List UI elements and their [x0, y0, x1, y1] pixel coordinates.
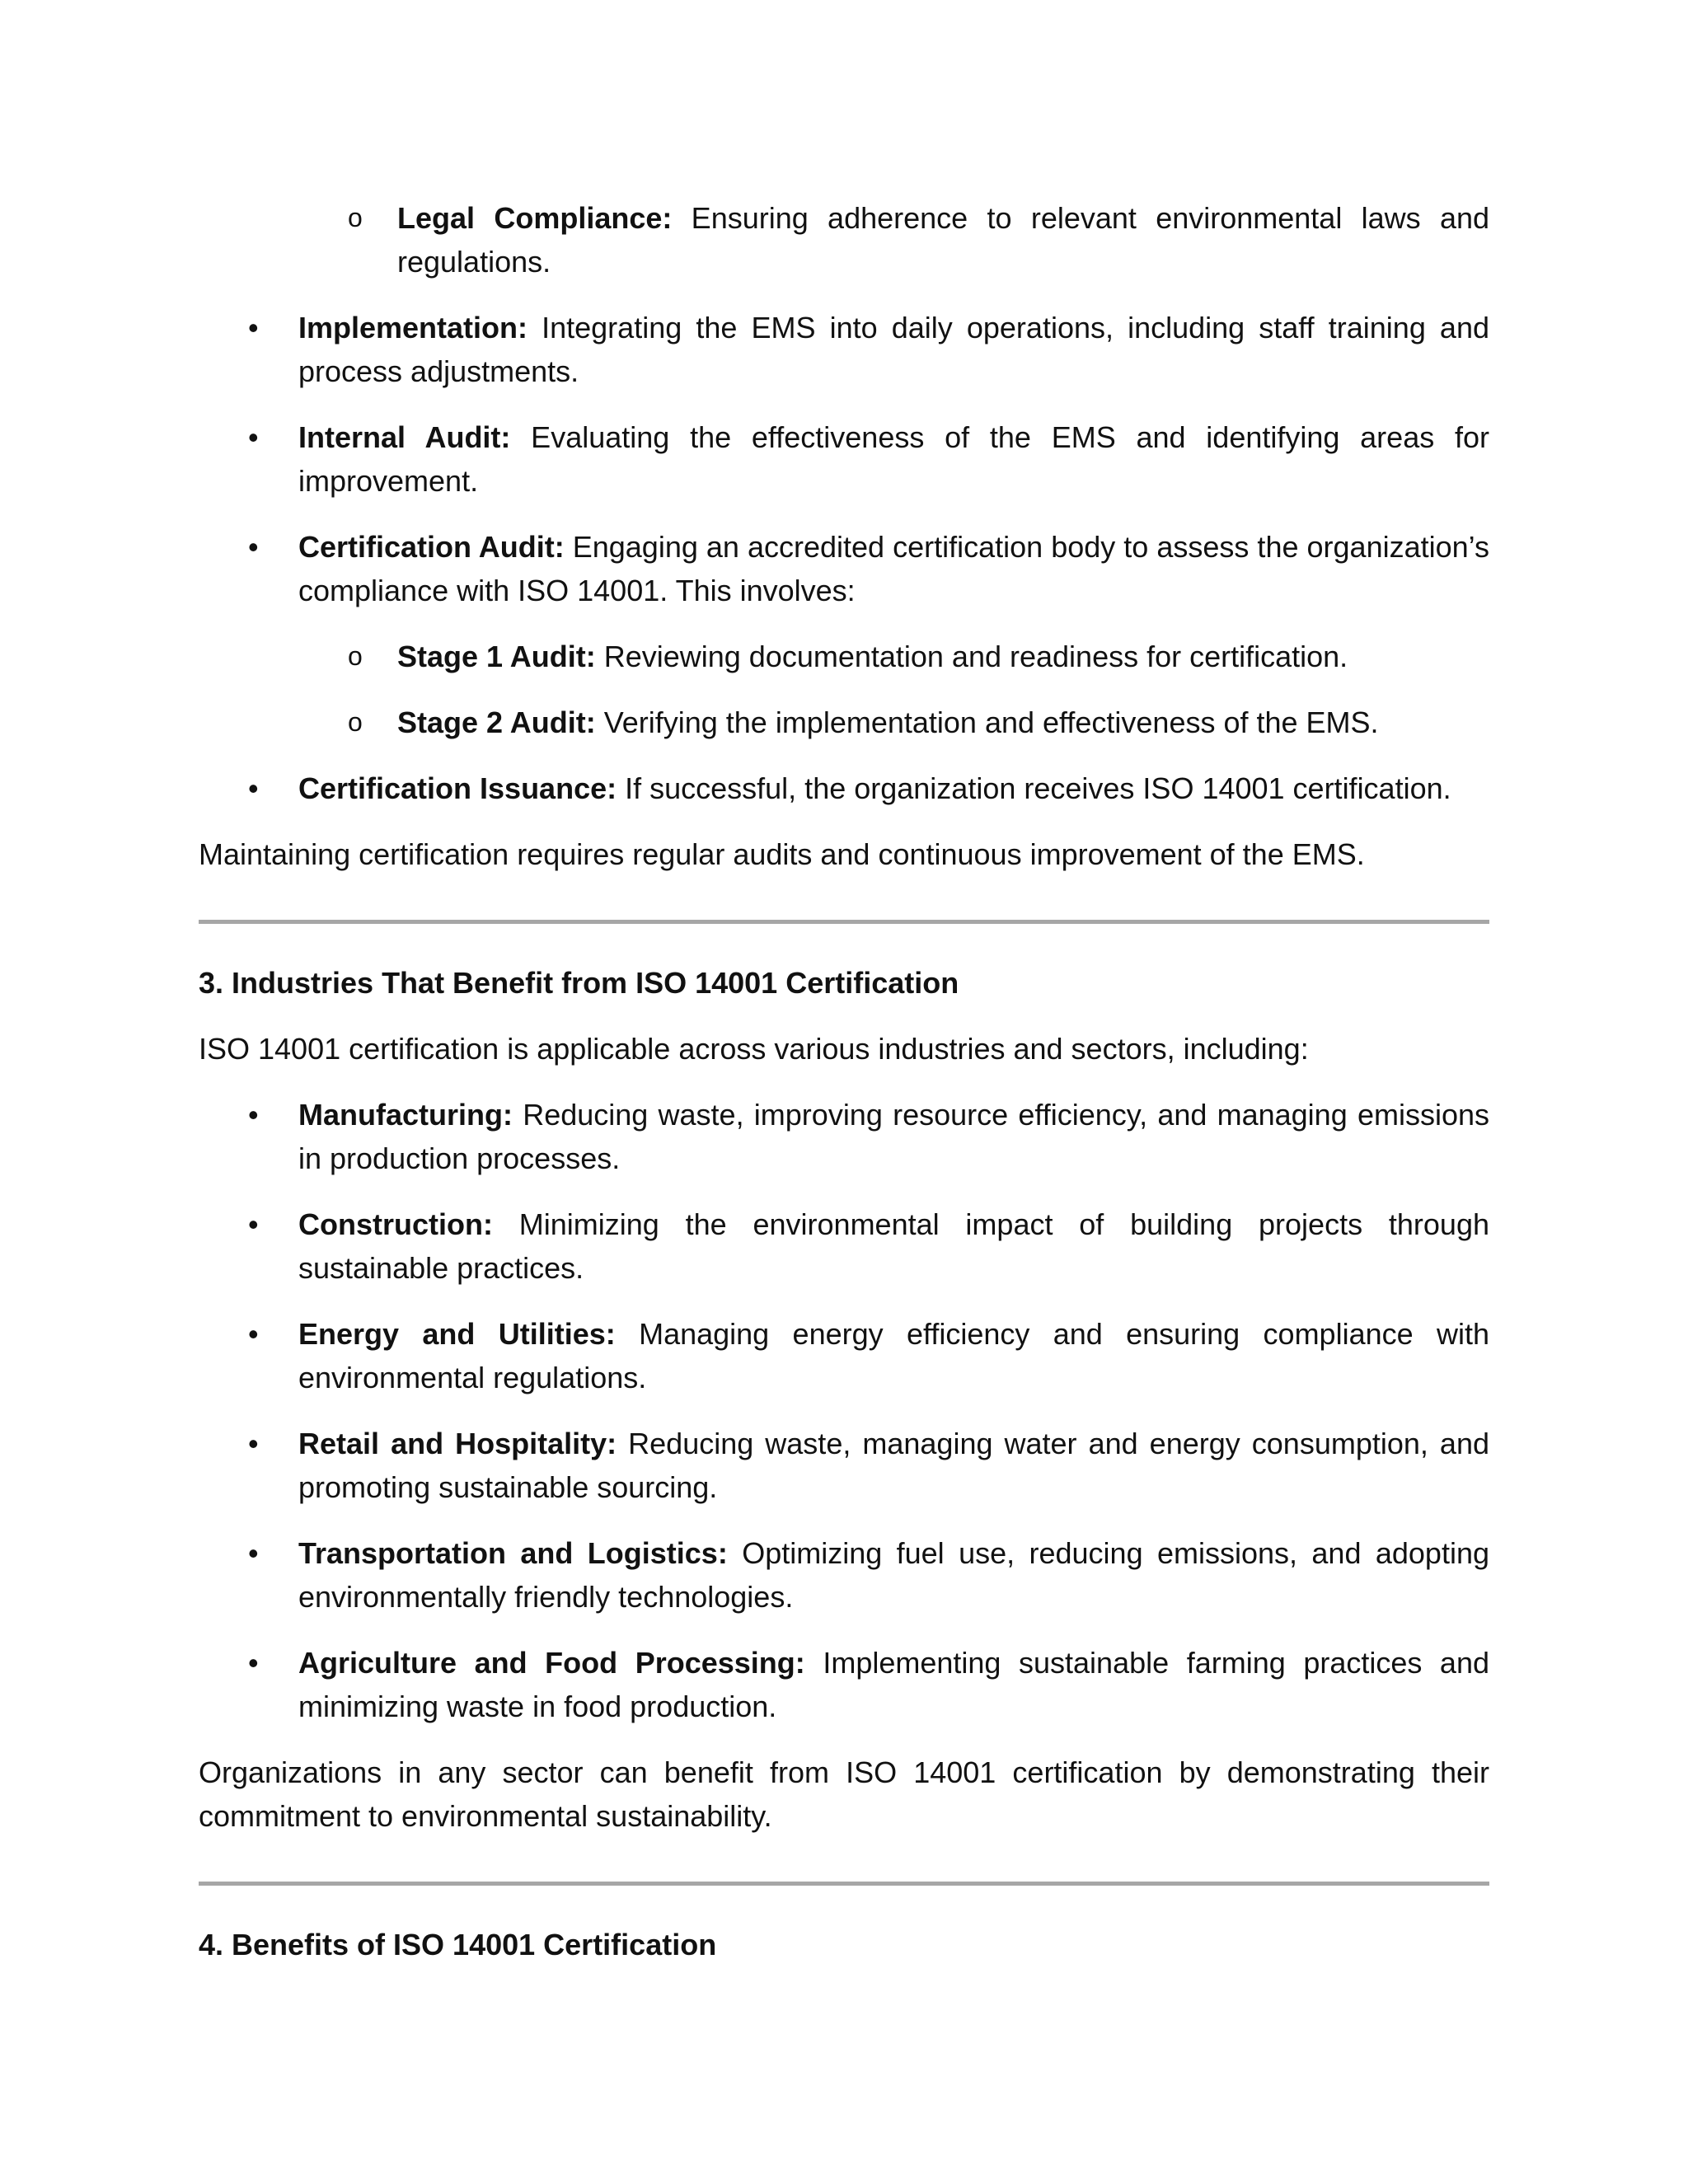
bullet-marker: • — [248, 1098, 259, 1132]
item-text: Minimizing the environmental impact of building projects through sustainable practices. — [298, 1207, 1489, 1285]
bullet-marker: • — [248, 1207, 259, 1241]
item-text: Implementing sustainable farming practices and minimizing waste in food production. — [298, 1646, 1489, 1723]
item-term: Implementation: — [298, 311, 528, 344]
list-item-retail-hospitality — [199, 1422, 1489, 1509]
item-term: Stage 2 Audit: — [397, 705, 596, 739]
item-term: Agriculture and Food Processing: — [298, 1646, 805, 1680]
item-text: Managing energy efficiency and ensuring compliance with environmental regulations. — [298, 1317, 1489, 1394]
item-term: Internal Audit: — [298, 420, 511, 454]
item-text: Optimizing fuel use, reducing emissions, and adopting environmentally friendly technologies. — [298, 1536, 1489, 1614]
list-item-energy-utilities — [199, 1312, 1489, 1399]
bullet-marker: • — [248, 530, 259, 564]
item-text: Reducing waste, managing water and energy consumption, and promoting sustainable sourcing. — [298, 1427, 1489, 1504]
maintaining-paragraph: Maintaining certification requires regular audits and continuous improvement of the EMS. — [199, 837, 1365, 871]
bullet-marker: • — [248, 1536, 259, 1570]
list-item-internal-audit — [199, 415, 1489, 503]
section-divider — [199, 1882, 1489, 1886]
sub-bullet-marker: o — [348, 641, 363, 671]
item-text: Reviewing documentation and readiness for certification. — [595, 640, 1348, 673]
item-term: Certification Issuance: — [298, 771, 617, 805]
item-term: Manufacturing: — [298, 1098, 513, 1132]
item-text: Evaluating the effectiveness of the EMS and identifying areas for improvement. — [298, 420, 1489, 498]
list-item-stage-1-audit — [199, 635, 1489, 678]
item-text: If successful, the organization receives ISO 14001 certification. — [617, 771, 1451, 805]
list-item-legal-compliance — [199, 196, 1489, 284]
section-divider — [199, 920, 1489, 924]
section-4-heading: 4. Benefits of ISO 14001 Certification — [199, 1928, 717, 1961]
list-item-implementation — [199, 306, 1489, 393]
list-item-agriculture-food — [199, 1641, 1489, 1728]
item-term: Energy and Utilities: — [298, 1317, 616, 1351]
bullet-marker: • — [248, 1427, 259, 1460]
item-text: Integrating the EMS into daily operations, including staff training and process adjustments. — [298, 311, 1489, 388]
item-term: Legal Compliance: — [397, 201, 673, 235]
list-item-certification-issuance — [199, 766, 1489, 810]
list-item-transportation-logistics — [199, 1531, 1489, 1619]
list-item-stage-2-audit — [199, 701, 1489, 744]
item-term: Construction: — [298, 1207, 493, 1241]
item-text: Verifying the implementation and effectiveness of the EMS. — [595, 705, 1379, 739]
list-item-certification-audit — [199, 525, 1489, 612]
list-item-manufacturing — [199, 1093, 1489, 1180]
bullet-marker: • — [248, 311, 259, 344]
bullet-marker: • — [248, 1317, 259, 1351]
list-item-construction — [199, 1202, 1489, 1290]
section-3-heading: 3. Industries That Benefit from ISO 14001 Certification — [199, 966, 959, 1000]
item-term: Certification Audit: — [298, 530, 565, 564]
sub-bullet-marker: o — [348, 203, 363, 232]
item-term: Stage 1 Audit: — [397, 640, 596, 673]
section-3-closing: Organizations in any sector can benefit from ISO 14001 certification by demonstrating their commitment to environmental sustainability. — [199, 1755, 1489, 1833]
bullet-marker: • — [248, 420, 259, 454]
document-content — [199, 196, 1489, 1989]
bullet-marker: • — [248, 1646, 259, 1680]
item-term: Retail and Hospitality: — [298, 1427, 617, 1460]
item-term: Transportation and Logistics: — [298, 1536, 728, 1570]
item-text: Reducing waste, improving resource efficiency, and managing emissions in production processes. — [298, 1098, 1489, 1175]
item-text: Engaging an accredited certification body to assess the organization’s compliance with ISO 14001. This involves: — [298, 530, 1489, 607]
section-3-intro: ISO 14001 certification is applicable across various industries and sectors, including: — [199, 1032, 1309, 1066]
bullet-marker: • — [248, 771, 259, 805]
item-text: Ensuring adherence to relevant environmental laws and regulations. — [397, 201, 1490, 279]
sub-bullet-marker: o — [348, 707, 363, 737]
